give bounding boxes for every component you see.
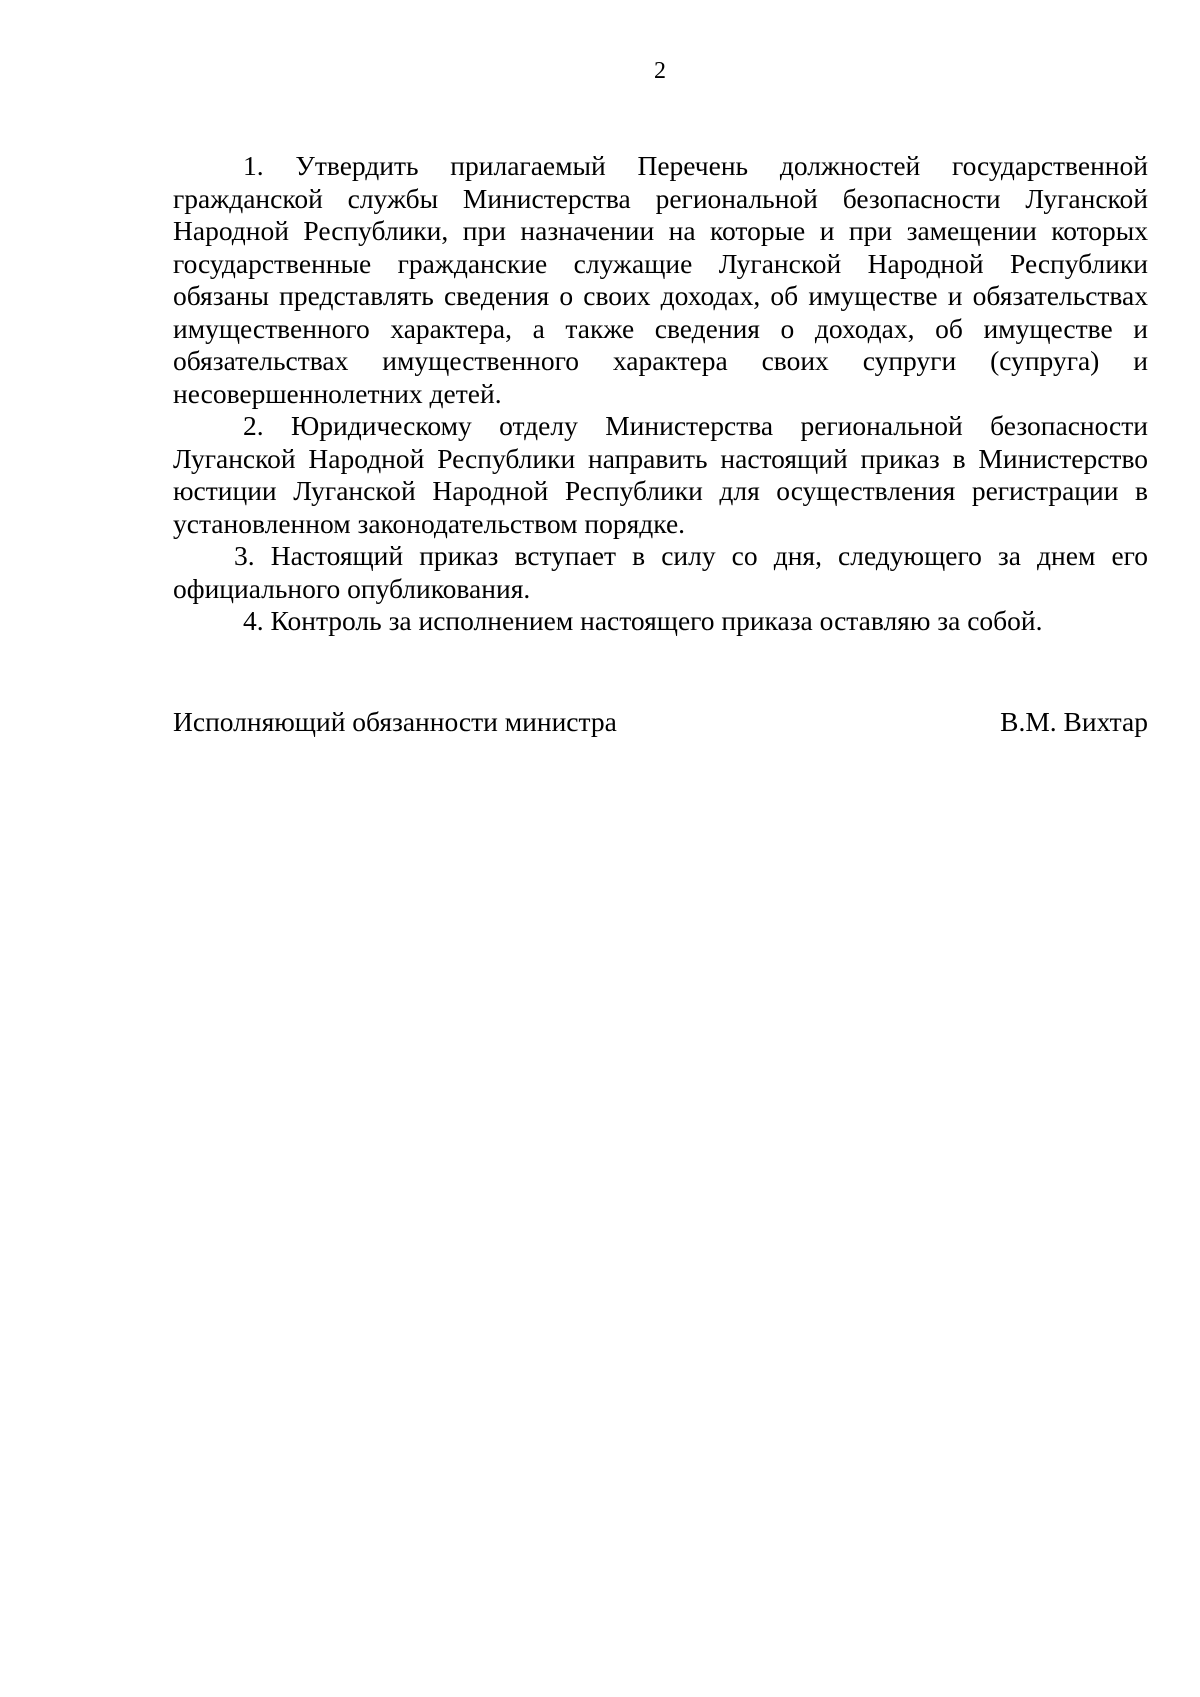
signature-block — [173, 706, 1148, 738]
document-body — [173, 150, 1148, 638]
signatory-name: В.М. Вихтар — [1000, 706, 1148, 737]
page-number: 2 — [654, 58, 666, 84]
paragraph-1: 1. Утвердить прилагаемый Перечень должностей государственной гражданской службы Министерства региональной безопасности Луганской Народной Республики, при назначении на которые и при замещении которых государственные гражданские служащие Луганской Народной Республики обязаны представлять сведения о своих доходах, об имуществе и обязательствах имущественного характера, а также сведения о доходах, об имуществе и обязательствах имущественного характера своих супруги (супруга) и несовершеннолетних детей. — [173, 150, 1148, 409]
paragraph-2: 2. Юридическому отделу Министерства региональной безопасности Луганской Народной Республики направить настоящий приказ в Министерство юстиции Луганской Народной Республики для осуществления регистрации в установленном законодательством порядке. — [173, 410, 1148, 539]
paragraph-4: 4. Контроль за исполнением настоящего приказа оставляю за собой. — [243, 605, 1043, 636]
paragraph-3: 3. Настоящий приказ вступает в силу со дня, следующего за днем его официального опубликования. — [173, 540, 1148, 604]
signatory-position: Исполняющий обязанности министра — [173, 706, 617, 737]
